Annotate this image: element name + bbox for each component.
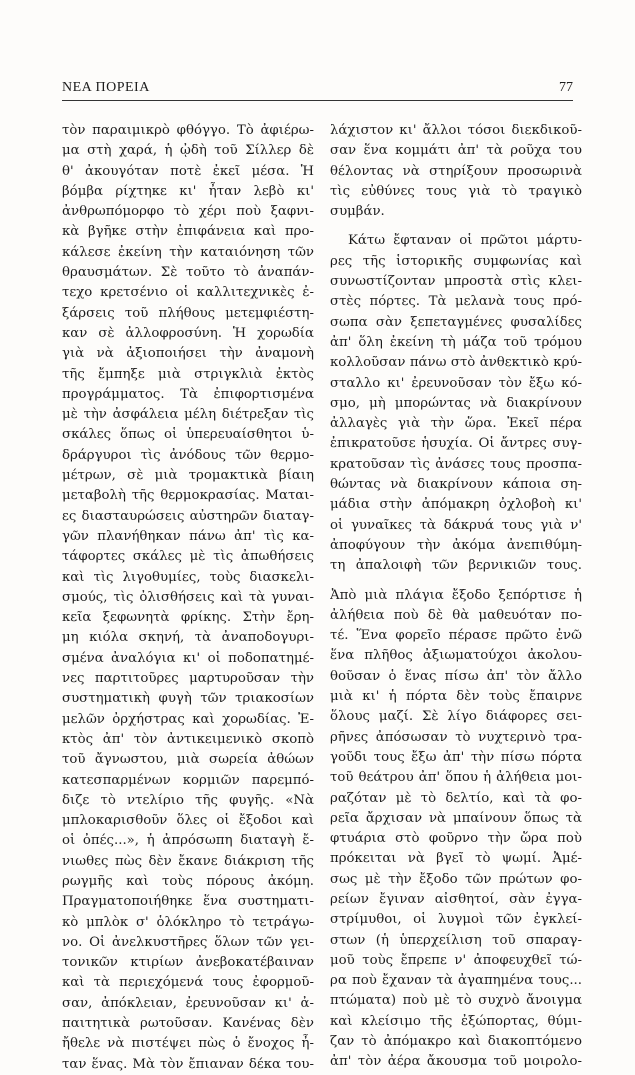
text-line: σαν, ἀπόκλειαν, ἐρευνοῦσαν κι' ἀ- <box>62 995 314 1011</box>
text-line: ἀποφύγουν τὴν ἀκόμα ἀνεπιθύμη- <box>330 537 582 553</box>
text-line: ἀπ' ὅλη ἐκείνη τὴ μάζα τοῦ τρόμου <box>330 334 582 350</box>
text-line: ταν ἕνας. Μὰ τὸν ἔπιαναν δέκα του- <box>62 1056 314 1072</box>
text-line: θέλοντας νὰ στηρίξουν προσωρινὰ <box>330 163 582 179</box>
text-line: στρίμυθοι, οἱ λυγμοὶ τῶν ἐγκλεί- <box>330 912 582 928</box>
text-line: ραζόταν μὲ τὸ δελτίο, καὶ τὰ φο- <box>330 790 582 806</box>
text-line: φτυάρια στὸ φοῦρνο τὴν ὥρα ποὺ <box>330 831 582 847</box>
text-line: κάλεσε ἐκείνη τὴν καταιόνηση τῶν <box>62 244 314 260</box>
text-line: θ' ἀκουγόταν ποτὲ ἐκεῖ μέσα. Ἡ <box>62 163 314 179</box>
text-line: ζαν τὸ ἀπόμακρο καὶ διακοπτόμενο <box>330 1034 582 1050</box>
text-line: ρεῖα ἄρχισαν νὰ μπαίνουν ὅπως τὰ <box>330 810 582 826</box>
text-line: σως μὲ τὴν ἔξοδο τῶν πρώτων φο- <box>330 871 582 887</box>
text-line: ἐπικρατοῦσε ἡσυχία. Οἱ ἄντρες συγ- <box>330 436 582 452</box>
text-line: θραυσμάτων. Σὲ τοῦτο τὸ ἀναπάν- <box>62 265 314 281</box>
text-line: ἀλλαγὲς γιὰ τὴν ὥρα. Ἐκεῖ πέρα <box>330 416 582 432</box>
text-line: καν σὲ ἀλλοφροσύνη. Ἡ χορωδία <box>62 325 314 341</box>
text-line: συμβάν. <box>330 204 385 220</box>
text-line: μάδια στὴν ἀπόμακρη ὀχλοβοὴ κι' <box>330 497 582 513</box>
text-line: θοῦσαν ὁ ἕνας πίσω ἀπ' τὸν ἄλλο <box>330 668 582 684</box>
text-line: πτώματα) ποὺ μὲ τὸ συχνὸ ἄνοιγμα <box>330 993 582 1009</box>
text-line: ἕνα πλῆθος ἀξιωματούχοι ἀκολου- <box>330 648 582 664</box>
text-line: νιωθες πὼς δὲν ἔκανε διάκριση τῆς <box>62 853 314 869</box>
text-line: μοῦ τοὺς ἔπρεπε ν' ἀποφευχθεῖ τώ- <box>330 952 582 968</box>
text-line: μελῶν ὀρχήστρας καὶ χορωδίας. Ἐ- <box>62 711 314 727</box>
text-line: τὸν παραιμικρὸ φθόγγο. Τὸ ἀφιέρω- <box>62 123 314 138</box>
text-line: γῶν πλανήθηκαν πάνω ἀπ' τὶς κα- <box>62 528 314 544</box>
text-line: συστηματικὴ φυγὴ τῶν τριακοσίων <box>62 691 314 707</box>
left-text-column <box>62 121 314 1075</box>
page-header <box>62 78 573 101</box>
text-line: καὶ κλείσιμο τῆς ἐξώπορτας, θύμι- <box>330 1013 582 1029</box>
text-line: τεχο κρετσένιο οἱ καλλιτεχνικὲς ἐ- <box>62 285 314 301</box>
text-line: καὶ τὶς λιγοθυμίες, τοὺς διασκελι- <box>62 569 314 585</box>
text-line: προγράμματος. Τὰ ἐπιφορτισμένα <box>62 386 314 402</box>
text-line: μεταβολὴ τῆς θερμοκρασίας. Μαται- <box>62 488 314 504</box>
text-line: μέτρων, σὲ μιὰ τρομακτικὰ βίαιη <box>62 468 314 484</box>
text-line: κολλοῦσαν πάνω στὸ ἀνθεκτικὸ κρύ- <box>330 355 582 371</box>
paragraph-gap <box>330 577 582 586</box>
text-line: ρα ποὺ ἔχαναν τὰ ἀγαπημένα τους... <box>330 973 582 989</box>
text-line: παιτητικὰ ρωτοῦσαν. Κανένας δὲν <box>62 1016 314 1032</box>
running-title: ΝΕΑ ΠΟΡΕΙΑ <box>62 80 150 95</box>
text-line: τῆς ἔμπηξε μιὰ στριγκλιὰ ἐκτὸς <box>62 366 314 382</box>
text-line: Ἀπὸ μιὰ πλάγια ἔξοδο ξεπόρτισε ἡ <box>330 587 582 603</box>
text-line: κτὸς ἀπ' τὸν ἀντικειμενικὸ σκοπὸ <box>62 731 314 747</box>
text-line: γοῦδι τους ἔξω ἀπ' τὴν πίσω πόρτα <box>330 749 582 765</box>
text-line: θώντας νὰ διακρίνουν κάποια ση- <box>330 477 582 493</box>
text-line: ρες τῆς ἱστορικῆς συμφωνίας καὶ <box>330 253 582 269</box>
text-line: συνωστίζονταν μπροστὰ στὶς κλει- <box>330 274 582 290</box>
text-line: Πραγματοποιήθηκε ἕνα συστηματι- <box>62 894 314 910</box>
text-line: κεῖα ξεφωνητὰ φρίκης. Στὴν ἔρη- <box>62 610 314 626</box>
text-line: σμο, μὴ μπορώντας νὰ διακρίνουν <box>330 395 582 411</box>
text-line: κατεσπαρμένων κορμιῶν παρεμπό- <box>62 772 314 788</box>
text-line: ρῆνες ἀπόσωσαν τὸ νυχτερινὸ τρα- <box>330 729 582 745</box>
right-text-column <box>330 121 582 1073</box>
text-line: κρατοῦσαν τὶς ἀνάσες τους προσπα- <box>330 456 582 472</box>
text-line: σωπα σὰν ξεπεταγμένες φυσαλίδες <box>330 314 582 330</box>
text-line: στὲς πόρτες. Τὰ μελανὰ τους πρό- <box>330 294 582 310</box>
text-line: μη κιόλα σκηνή, τὰ ἀναποδογυρι- <box>62 630 314 646</box>
text-line: ἀπ' τὸν ἀέρα ἄκουσμα τοῦ μοιρολο- <box>330 1054 582 1070</box>
text-line: τάφορτες σκάλες μὲ τὶς ἀπωθήσεις <box>62 549 314 565</box>
text-line: τὶς εὐθύνες τους γιὰ τὸ τραγικὸ <box>330 183 582 199</box>
text-line: σμούς, τὶς ὀλισθήσεις καὶ τὰ γυναι- <box>62 589 314 605</box>
text-line: διζε τὸ ντελίριο τῆς φυγῆς. «Νὰ <box>62 792 314 808</box>
text-line: ες διασταυρώσεις αὐστηρῶν διαταγ- <box>62 508 314 524</box>
text-line: σαν ἕνα κομμάτι ἀπ' τὰ ροῦχα του <box>330 143 582 159</box>
text-line: ἀλήθεια ποὺ δὲ θὰ μαθευόταν πο- <box>330 607 582 623</box>
page-number: 77 <box>559 80 573 95</box>
text-line: μιὰ κι' ἡ πόρτα δὲν τοὺς ἔπαιρνε <box>330 689 582 705</box>
text-line: τοῦ ἄγνωστου, μιὰ σωρεία ἀθώων <box>62 752 314 768</box>
text-line: ἤθελε νὰ πιστέψει πὼς ὁ ἔνοχος ἦ- <box>62 1036 314 1052</box>
text-line: στων (ἡ ὑπερχείλιση τοῦ σπαραγ- <box>330 932 582 948</box>
text-line: καὶ τὰ περιεχόμενά τους ἐφορμοῦ- <box>62 975 314 991</box>
text-line: γιὰ νὰ ἀξιοποιήσει τὴν ἀναμονὴ <box>62 346 314 362</box>
text-line: λάχιστον κι' ἄλλοι τόσοι διεκδικοῦ- <box>330 123 582 138</box>
text-line: νες παρτιτοῦρες μαρτυροῦσαν τὴν <box>62 671 314 687</box>
text-line: νο. Οἱ ἀνελκυστῆρες ὅλων τῶν γει- <box>62 934 314 950</box>
text-line: σκάλες ὅπως οἱ ὑπερευαίσθητοι ὑ- <box>62 427 314 443</box>
text-line: κὸ μπλὸκ σ' ὁλόκληρο τὸ τετράγω- <box>62 914 314 930</box>
text-line: κὰ βγῆκε στὴν ἐπιφάνεια καὶ προ- <box>62 224 314 240</box>
text-line: μὲ τὴν ἀσφάλεια μέλη διέτρεξαν τὶς <box>62 407 314 423</box>
paragraph-gap <box>330 222 582 231</box>
text-line: μπλοκαρισθοῦν ὅλες οἱ ἔξοδοι καὶ <box>62 813 314 829</box>
text-line: ξάρσεις τοῦ πλήθους μετεμφιέστη- <box>62 305 314 321</box>
text-line: σταλλο κι' ἐρευνοῦσαν τὸν ἔξω κό- <box>330 375 582 391</box>
text-line: τέ. Ἕνα φορεῖο πέρασε πρῶτο ἐνῶ <box>330 628 582 644</box>
text-line: τοῦ θεάτρου ἀπ' ὅπου ἡ ἀλήθεια μοι- <box>330 770 582 786</box>
text-line: πρόκειται νὰ βγεῖ τὸ ψωμί. Ἀμέ- <box>330 851 582 867</box>
text-line: οἱ γυναῖκες τὰ δάκρυά τους γιὰ ν' <box>330 517 582 533</box>
text-line: τη ἀπαλοιφὴ τῶν βερνικιῶν τους. <box>330 558 582 574</box>
text-line: βόμβα ρίχτηκε κι' ἦταν λεβὸ κι' <box>62 183 314 199</box>
text-line: οἱ ὀπές...», ἡ ἀπρόσωπη διαταγὴ ἔ- <box>62 833 314 849</box>
text-line: ρωγμῆς καὶ τοὺς πόρους ἀκόμη. <box>62 873 314 889</box>
text-line: μα στὴ χαρά, ἡ ᾠδὴ τοῦ Σίλλερ δὲ <box>62 143 314 159</box>
text-line: ὅλους μαζί. Σὲ λίγο διάφορες σει- <box>330 709 582 725</box>
text-line: σμένα ἀναλόγια κι' οἱ ποδοπατημέ- <box>62 650 314 666</box>
text-line: ρείων ἔγιναν αἰσθητοί, σὰν ἐγγα- <box>330 891 582 907</box>
text-line: Κάτω ἔφταναν οἱ πρῶτοι μάρτυ- <box>348 233 582 249</box>
text-line: δράργυροι τὶς ἀνόδους τῶν θερμο- <box>62 447 314 463</box>
text-line: ἀνθρωπόμορφο τὸ χέρι ποὺ ξαφνι- <box>62 204 314 220</box>
text-line: τονικῶν κτιρίων ἀνεβοκατέβαιναν <box>62 955 314 971</box>
